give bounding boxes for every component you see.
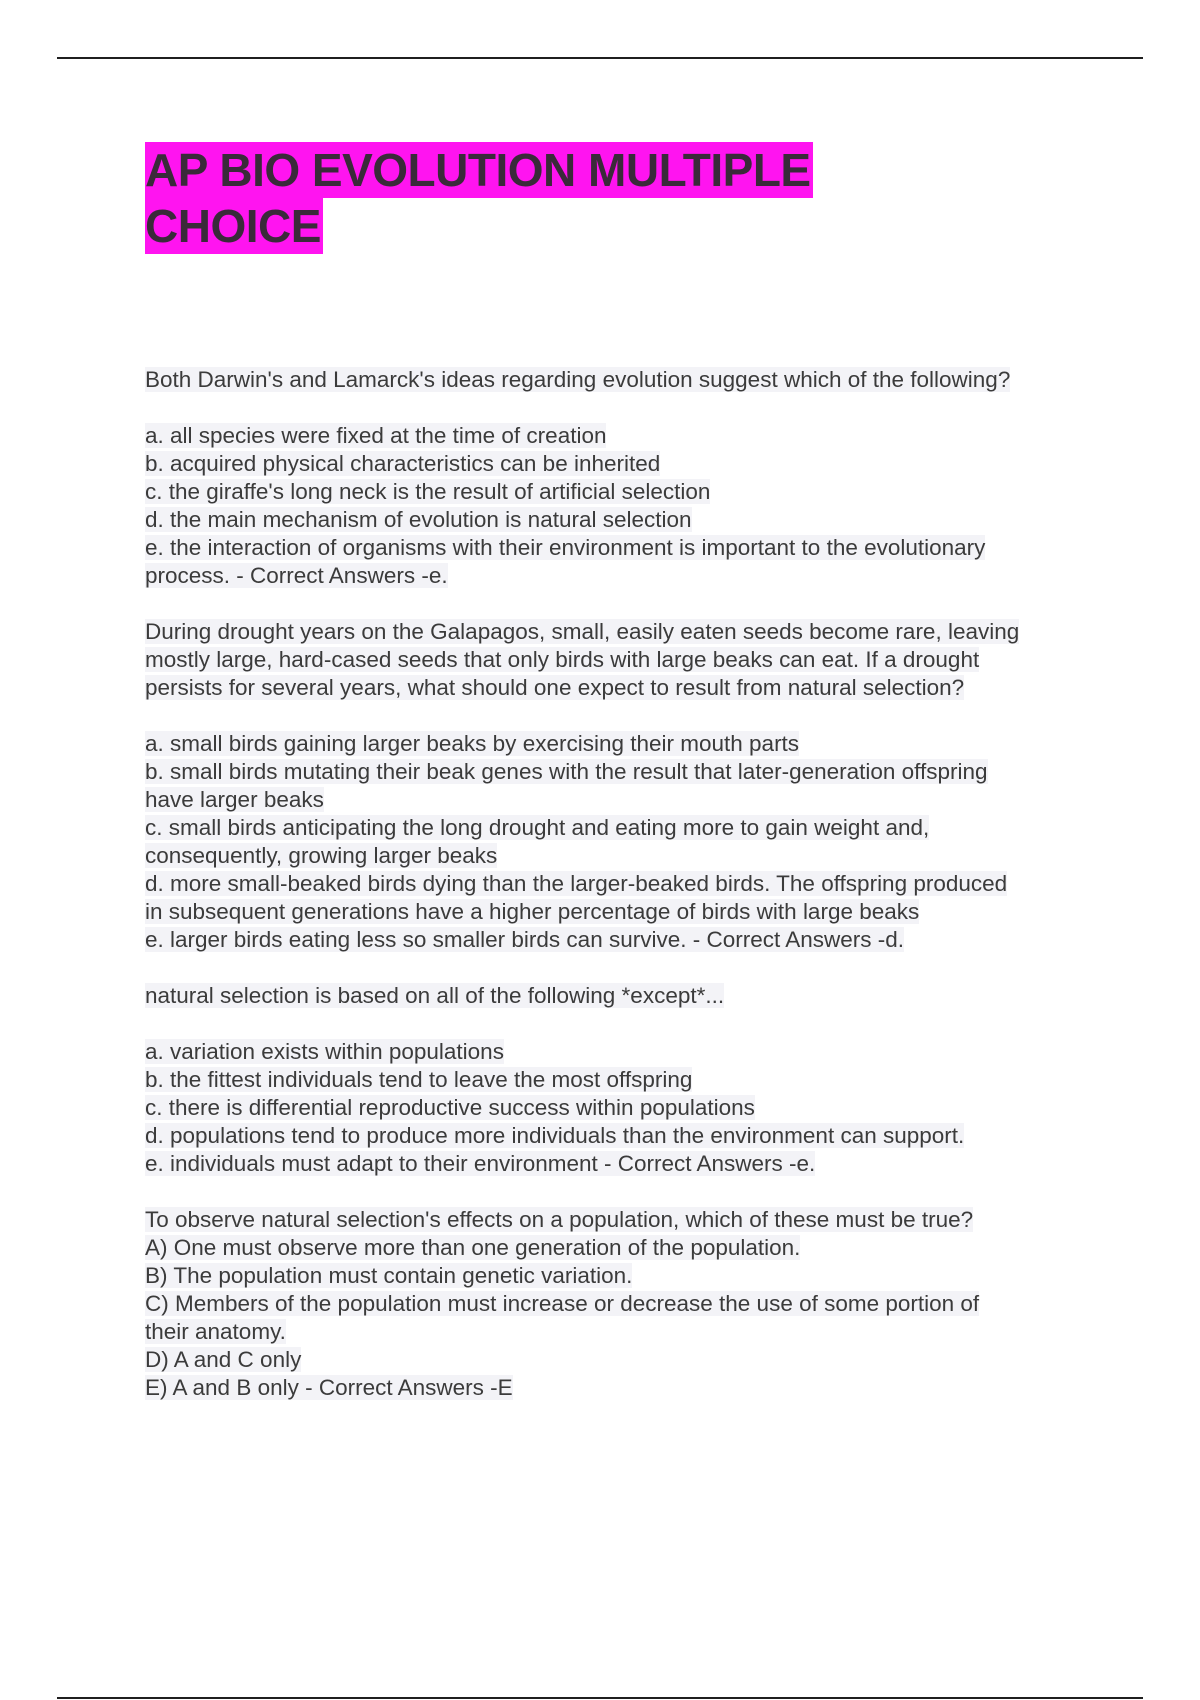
text-line-content: A) One must observe more than one generation of the population. xyxy=(145,1235,801,1260)
text-line-content: c. the giraffe's long neck is the result of artificial selection xyxy=(145,479,711,504)
question-block xyxy=(145,1206,1095,1402)
text-line xyxy=(145,1346,1095,1374)
text-line-content: c. there is differential reproductive success within populations xyxy=(145,1095,755,1120)
text-line xyxy=(145,1122,1095,1150)
text-line xyxy=(145,758,1095,786)
text-line xyxy=(145,870,1095,898)
text-line-content: e. larger birds eating less so smaller birds can survive. - Correct Answers -d. xyxy=(145,927,905,952)
title-line-1: AP BIO EVOLUTION MULTIPLE xyxy=(145,144,811,196)
text-line-content: consequently, growing larger beaks xyxy=(145,843,498,868)
text-line xyxy=(145,1234,1095,1262)
text-line-content: b. acquired physical characteristics can be inherited xyxy=(145,451,661,476)
text-line xyxy=(145,366,1095,394)
text-line xyxy=(145,730,1095,758)
text-line-content: persists for several years, what should one expect to result from natural selection? xyxy=(145,675,965,700)
text-line-content: in subsequent generations have a higher percentage of birds with large beaks xyxy=(145,899,920,924)
answer-options-block xyxy=(145,1038,1095,1178)
text-line xyxy=(145,814,1095,842)
text-line xyxy=(145,1290,1095,1318)
text-line xyxy=(145,1318,1095,1346)
text-line-content: B) The population must contain genetic variation. xyxy=(145,1263,633,1288)
text-line-content: natural selection is based on all of the following *except*... xyxy=(145,983,725,1008)
text-line-content: E) A and B only - Correct Answers -E xyxy=(145,1375,513,1400)
text-line xyxy=(145,422,1095,450)
bottom-rule xyxy=(57,1697,1143,1699)
text-line-content: b. the fittest individuals tend to leave the most offspring xyxy=(145,1067,693,1092)
answer-options-block xyxy=(145,422,1095,590)
text-line xyxy=(145,1066,1095,1094)
text-line-content: a. all species were fixed at the time of creation xyxy=(145,423,607,448)
text-line xyxy=(145,1206,1095,1234)
text-line xyxy=(145,1262,1095,1290)
text-line-content: have larger beaks xyxy=(145,787,324,812)
text-line-content: their anatomy. xyxy=(145,1319,286,1344)
text-line xyxy=(145,1094,1095,1122)
text-line xyxy=(145,674,1095,702)
text-line-content: Both Darwin's and Lamarck's ideas regarding evolution suggest which of the following? xyxy=(145,367,1011,392)
text-line-content: d. more small-beaked birds dying than the larger-beaked birds. The offspring produced xyxy=(145,871,1008,896)
text-line-content: e. the interaction of organisms with their environment is important to the evolutionary xyxy=(145,535,986,560)
text-line xyxy=(145,450,1095,478)
text-line-content: d. populations tend to produce more individuals than the environment can support. xyxy=(145,1123,965,1148)
answer-options-block xyxy=(145,730,1095,954)
text-line-content: d. the main mechanism of evolution is natural selection xyxy=(145,507,692,532)
text-line-content: process. - Correct Answers -e. xyxy=(145,563,448,588)
text-line xyxy=(145,1150,1095,1178)
text-line xyxy=(145,618,1095,646)
text-line-content: b. small birds mutating their beak genes with the result that later-generation offspring xyxy=(145,759,988,784)
text-line-content: To observe natural selection's effects on a population, which of these must be true? xyxy=(145,1207,974,1232)
text-line-content: D) A and C only xyxy=(145,1347,302,1372)
text-line xyxy=(145,478,1095,506)
document-title xyxy=(145,142,905,254)
question-block xyxy=(145,618,1095,702)
text-line xyxy=(145,562,1095,590)
text-line-content: mostly large, hard-cased seeds that only birds with large beaks can eat. If a drought xyxy=(145,647,980,672)
text-line-content: a. variation exists within populations xyxy=(145,1039,504,1064)
text-line xyxy=(145,842,1095,870)
document-body xyxy=(145,366,1095,1430)
title-line-2: CHOICE xyxy=(145,200,321,252)
top-rule xyxy=(57,57,1143,59)
text-line-content: During drought years on the Galapagos, small, easily eaten seeds become rare, leaving xyxy=(145,619,1020,644)
question-block xyxy=(145,366,1095,394)
text-line-content: a. small birds gaining larger beaks by exercising their mouth parts xyxy=(145,731,800,756)
text-line xyxy=(145,786,1095,814)
text-line xyxy=(145,1038,1095,1066)
question-block xyxy=(145,982,1095,1010)
text-line xyxy=(145,898,1095,926)
text-line xyxy=(145,1374,1095,1402)
text-line-content: C) Members of the population must increase or decrease the use of some portion of xyxy=(145,1291,980,1316)
text-line xyxy=(145,534,1095,562)
text-line xyxy=(145,926,1095,954)
text-line xyxy=(145,646,1095,674)
text-line xyxy=(145,982,1095,1010)
text-line xyxy=(145,506,1095,534)
text-line-content: e. individuals must adapt to their environment - Correct Answers -e. xyxy=(145,1151,816,1176)
text-line-content: c. small birds anticipating the long drought and eating more to gain weight and, xyxy=(145,815,930,840)
